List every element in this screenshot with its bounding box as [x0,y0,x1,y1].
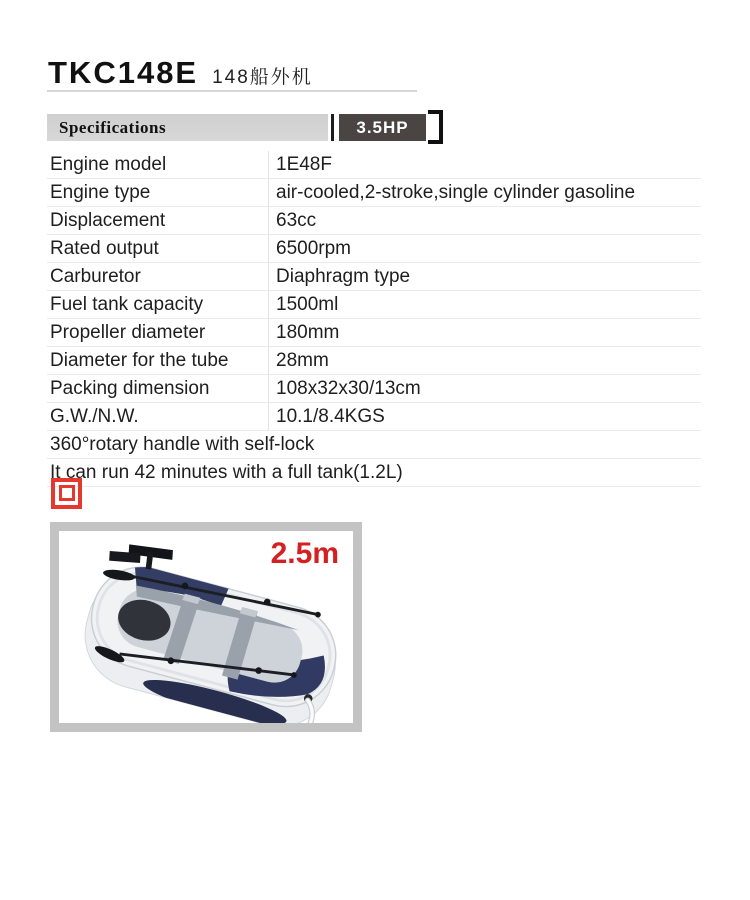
spec-label: Carburetor [47,263,269,290]
spec-table [47,151,701,487]
spec-label: Engine model [47,151,269,178]
spec-row [47,291,701,319]
title-underline [47,90,417,92]
power-badge: 3.5HP [339,114,426,141]
spec-row [47,179,701,207]
spec-label: Fuel tank capacity [47,291,269,318]
spec-row [47,151,701,179]
spec-row [47,319,701,347]
specifications-header: Specifications [47,114,328,141]
spec-value: 10.1/8.4KGS [276,406,385,427]
spec-value: 28mm [276,350,329,371]
spec-label: Diameter for the tube [47,347,269,374]
bracket-icon [428,110,443,144]
spec-value: 1E48F [276,154,332,175]
page-subtitle-cn: 148船外机 [212,67,313,88]
note-row: It can run 42 minutes with a full tank(1.2L) [47,459,701,487]
spec-value: air-cooled,2-stroke,single cylinder gasoline [276,182,636,203]
spec-value: 63cc [276,210,317,231]
spec-label: Displacement [47,207,269,234]
red-square-bullet-icon [51,478,82,509]
spec-value: 6500rpm [276,238,351,259]
page-header [48,55,313,91]
header-divider-line [331,114,334,141]
spec-value: 1500ml [276,294,339,315]
page-title: TKC148E [48,55,199,90]
red-square-bullet-inner [59,485,75,501]
product-image-frame [50,522,362,732]
spec-label: Propeller diameter [47,319,269,346]
spec-label: Engine type [47,179,269,206]
spec-label: G.W./N.W. [47,403,269,430]
spec-label: Rated output [47,235,269,262]
spec-value: 180mm [276,322,340,343]
spec-row [47,263,701,291]
spec-row [47,375,701,403]
spec-row [47,207,701,235]
length-label: 2.5m [270,537,339,570]
note-row: 360°rotary handle with self-lock [47,431,701,459]
spec-row [47,403,701,431]
spec-label: Packing dimension [47,375,269,402]
spec-row [47,235,701,263]
spec-value: 108x32x30/13cm [276,378,421,399]
spec-row [47,347,701,375]
spec-value: Diaphragm type [276,266,411,287]
